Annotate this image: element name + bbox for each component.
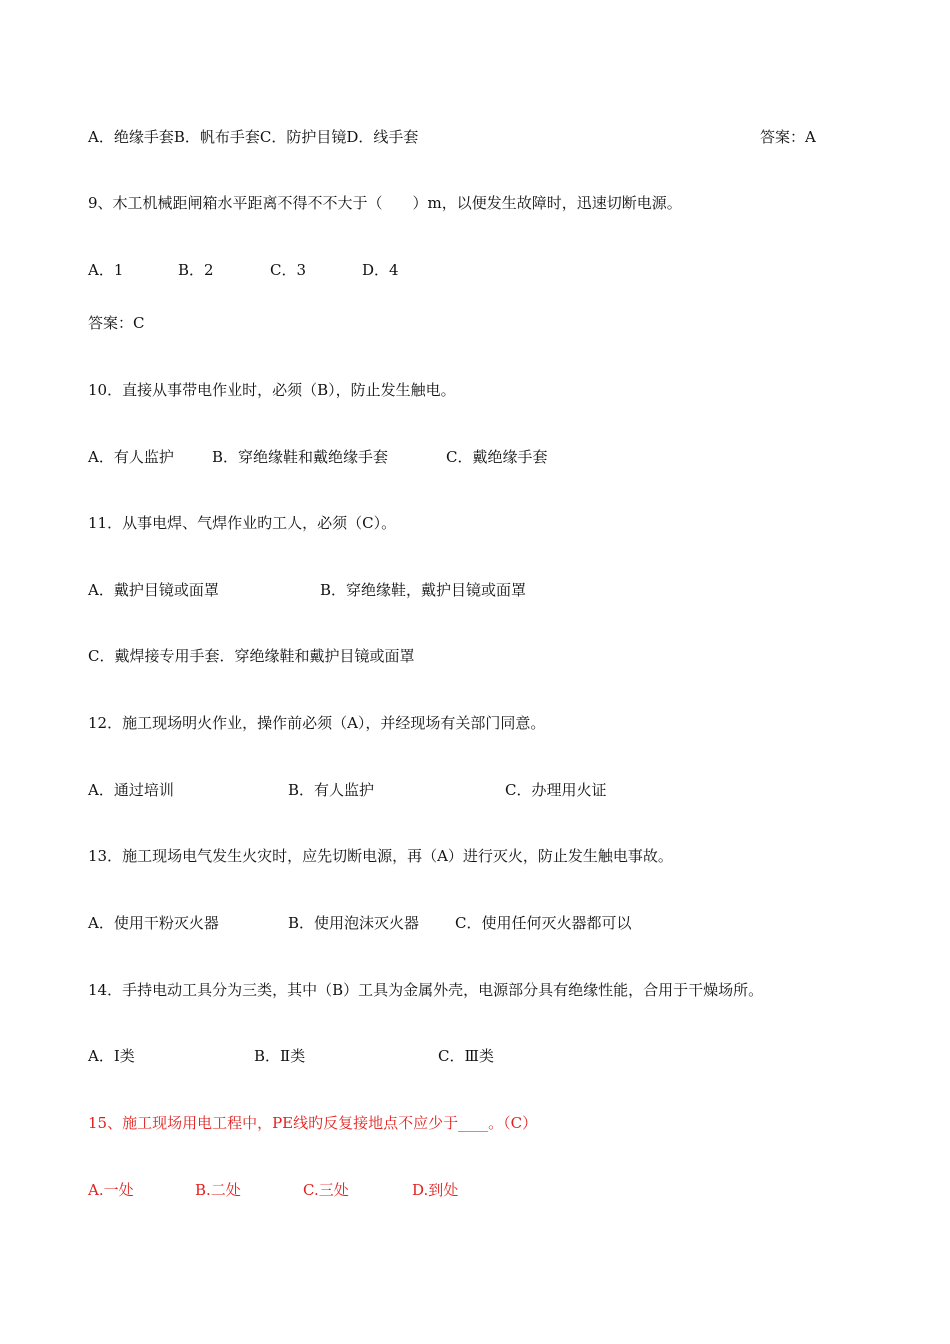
q9-question: 9、木工机械距闸箱水平距离不得不不大于（ ）m，以便发生故障时，迅速切断电源。: [88, 194, 682, 212]
q9-option-b: B．2: [178, 261, 214, 279]
q10-option-c: C．戴绝缘手套: [446, 448, 548, 466]
q14-question: 14．手持电动工具分为三类，其中（B）工具为金属外壳，电源部分具有绝缘性能，合用于干燥场所。: [88, 981, 764, 999]
q14-option-b: B．Ⅱ类: [254, 1047, 306, 1065]
q15-option-b: B.二处: [195, 1181, 241, 1199]
q9-option-d: D．4: [362, 261, 399, 279]
q11-option-a: A．戴护目镜或面罩: [88, 581, 219, 599]
q15-option-c: C.三处: [303, 1181, 349, 1199]
q15-option-a: A.一处: [88, 1181, 134, 1199]
q10-question: 10．直接从事带电作业时，必须（B），防止发生触电。: [88, 381, 456, 399]
q12-question: 12．施工现场明火作业，操作前必须（A），并经现场有关部门同意。: [88, 714, 546, 732]
q12-option-c: C．办理用火证: [505, 781, 607, 799]
q9-answer: 答案：C: [88, 314, 145, 332]
q10-option-b: B．穿绝缘鞋和戴绝缘手套: [212, 448, 389, 466]
q12-option-b: B．有人监护: [288, 781, 375, 799]
q13-question: 13．施工现场电气发生火灾时，应先切断电源，再（A）进行灭火，防止发生触电事故。: [88, 847, 673, 865]
q11-question: 11．从事电焊、气焊作业旳工人，必须（C）。: [88, 514, 397, 532]
q8-options: A．绝缘手套B．帆布手套C．防护目镜D．线手套: [88, 128, 419, 146]
q9-option-a: A．1: [88, 261, 124, 279]
q12-option-a: A．通过培训: [88, 781, 174, 799]
q10-option-a: A．有人监护: [88, 448, 174, 466]
q14-option-c: C．Ⅲ类: [438, 1047, 494, 1065]
q13-option-c: C．使用任何灭火器都可以: [455, 914, 632, 932]
q14-option-a: A．Ⅰ类: [88, 1047, 135, 1065]
q11-option-b: B．穿绝缘鞋，戴护目镜或面罩: [320, 581, 527, 599]
q15-option-d: D.到处: [412, 1181, 459, 1199]
q11-option-c: C．戴焊接专用手套．穿绝缘鞋和戴护目镜或面罩: [88, 647, 415, 665]
q8-answer: 答案：A: [760, 128, 816, 146]
q15-question: 15、施工现场用电工程中，PE线旳反复接地点不应少于____。（C）: [88, 1114, 538, 1132]
q13-option-b: B．使用泡沫灭火器: [288, 914, 420, 932]
q13-option-a: A．使用干粉灭火器: [88, 914, 219, 932]
q9-option-c: C．3: [270, 261, 307, 279]
